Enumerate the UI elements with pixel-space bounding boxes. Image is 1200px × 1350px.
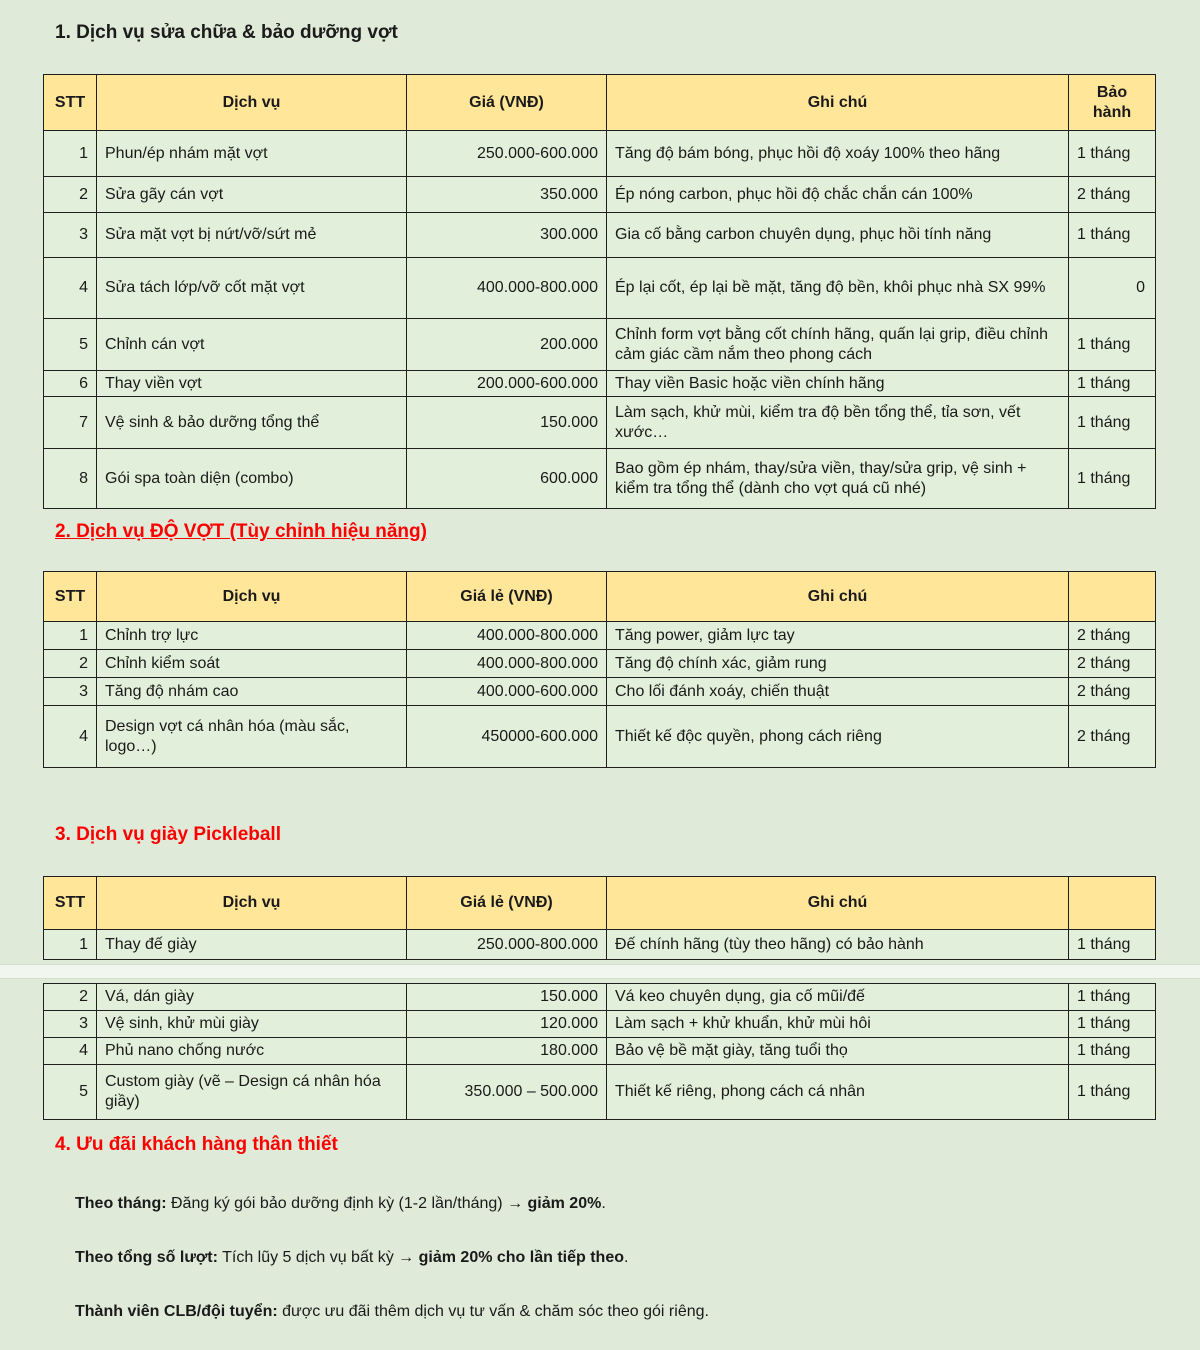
col-header-note: Ghi chú — [607, 572, 1069, 622]
cell-note: Thay viền Basic hoặc viền chính hãng — [607, 371, 1069, 397]
offer-body: được ưu đãi thêm dịch vụ tư vấn & chăm sóc theo gói riêng. — [277, 1303, 709, 1320]
cell-price: 180.000 — [407, 1038, 607, 1065]
cell-service: Vệ sinh, khử mùi giày — [97, 1011, 407, 1038]
table-row — [44, 930, 1156, 960]
cell-service: Tăng độ nhám cao — [97, 678, 407, 706]
col-header-warranty — [1069, 572, 1156, 622]
cell-warranty: 1 tháng — [1069, 131, 1156, 177]
col-header-service: Dịch vụ — [97, 877, 407, 930]
table-header-row — [44, 572, 1156, 622]
cell-stt: 5 — [44, 319, 97, 371]
cell-stt: 6 — [44, 371, 97, 397]
cell-note: Gia cố bằng carbon chuyên dụng, phục hồi tính năng — [607, 213, 1069, 258]
cell-warranty: 2 tháng — [1069, 177, 1156, 213]
table-row — [44, 1038, 1156, 1065]
cell-service: Chỉnh trợ lực — [97, 622, 407, 650]
repair-service-table — [43, 74, 1156, 509]
table-row — [44, 213, 1156, 258]
cell-price: 400.000-800.000 — [407, 258, 607, 319]
table-row — [44, 371, 1156, 397]
cell-warranty: 1 tháng — [1069, 371, 1156, 397]
col-header-stt: STT — [44, 75, 97, 131]
offer-item-loyalty — [75, 1248, 1200, 1268]
cell-warranty: 2 tháng — [1069, 706, 1156, 768]
cell-stt: 1 — [44, 930, 97, 960]
offer-item-monthly — [75, 1194, 1200, 1214]
cell-stt: 5 — [44, 1065, 97, 1120]
cell-price: 400.000-800.000 — [407, 650, 607, 678]
cell-price: 350.000 — [407, 177, 607, 213]
cell-price: 600.000 — [407, 449, 607, 509]
cell-stt: 1 — [44, 131, 97, 177]
cell-service: Chỉnh kiểm soát — [97, 650, 407, 678]
cell-stt: 3 — [44, 1011, 97, 1038]
cell-service: Phủ nano chống nước — [97, 1038, 407, 1065]
cell-note: Ép lại cốt, ép lại bề mặt, tăng độ bền, khôi phục nhà SX 99% — [607, 258, 1069, 319]
cell-note: Thiết kế riêng, phong cách cá nhân — [607, 1065, 1069, 1120]
cell-service: Thay đế giày — [97, 930, 407, 960]
offer-tail: . — [601, 1195, 606, 1212]
col-header-service: Dịch vụ — [97, 572, 407, 622]
offer-body: Đăng ký gói bảo dưỡng định kỳ (1-2 lần/tháng) → — [166, 1195, 528, 1212]
table-row — [44, 449, 1156, 509]
cell-warranty: 1 tháng — [1069, 397, 1156, 449]
cell-note: Đế chính hãng (tùy theo hãng) có bảo hành — [607, 930, 1069, 960]
cell-warranty: 1 tháng — [1069, 1038, 1156, 1065]
col-header-price: Giá lẻ (VNĐ) — [407, 877, 607, 930]
cell-stt: 4 — [44, 258, 97, 319]
cell-service: Custom giày (vẽ – Design cá nhân hóa giầy) — [97, 1065, 407, 1120]
cell-service: Vá, dán giày — [97, 984, 407, 1011]
section-3-title: 3. Dịch vụ giày Pickleball — [55, 824, 281, 845]
cell-note: Ép nóng carbon, phục hồi độ chắc chắn cán 100% — [607, 177, 1069, 213]
cell-note: Tăng độ chính xác, giảm rung — [607, 650, 1069, 678]
offer-item-club-member — [75, 1302, 1200, 1322]
cell-stt: 3 — [44, 678, 97, 706]
shoe-service-table-part2 — [43, 983, 1156, 1120]
table-row — [44, 1065, 1156, 1120]
cell-note: Bao gồm ép nhám, thay/sửa viền, thay/sửa grip, vệ sinh + kiểm tra tổng thể (dành cho vợt quá cũ nhé) — [607, 449, 1069, 509]
cell-note: Tăng độ bám bóng, phục hồi độ xoáy 100% theo hãng — [607, 131, 1069, 177]
col-header-stt: STT — [44, 572, 97, 622]
cell-warranty: 1 tháng — [1069, 930, 1156, 960]
cell-price: 450000-600.000 — [407, 706, 607, 768]
cell-price: 250.000-800.000 — [407, 930, 607, 960]
cell-note: Làm sạch, khử mùi, kiểm tra độ bền tổng thể, tỉa sơn, vết xước… — [607, 397, 1069, 449]
table-header-row — [44, 75, 1156, 131]
cell-stt: 8 — [44, 449, 97, 509]
table-row — [44, 650, 1156, 678]
cell-note: Thiết kế độc quyền, phong cách riêng — [607, 706, 1069, 768]
cell-service: Design vợt cá nhân hóa (màu sắc, logo…) — [97, 706, 407, 768]
cell-note: Bảo vệ bề mặt giày, tăng tuổi thọ — [607, 1038, 1069, 1065]
offer-lead: Theo tổng số lượt: — [75, 1249, 218, 1266]
cell-price: 150.000 — [407, 397, 607, 449]
cell-stt: 1 — [44, 622, 97, 650]
cell-service: Thay viền vợt — [97, 371, 407, 397]
cell-service: Vệ sinh & bảo dưỡng tổng thể — [97, 397, 407, 449]
cell-price: 150.000 — [407, 984, 607, 1011]
offer-body: Tích lũy 5 dịch vụ bất kỳ → — [217, 1249, 419, 1266]
cell-warranty: 2 tháng — [1069, 650, 1156, 678]
section-2-title: 2. Dịch vụ ĐỘ VỢT (Tùy chỉnh hiệu năng) — [55, 521, 427, 542]
cell-note: Tăng power, giảm lực tay — [607, 622, 1069, 650]
cell-service: Chỉnh cán vợt — [97, 319, 407, 371]
col-header-price: Giá (VNĐ) — [407, 75, 607, 131]
cell-warranty: 1 tháng — [1069, 984, 1156, 1011]
offer-highlight: giảm 20% cho lần tiếp theo — [418, 1249, 624, 1266]
offer-lead: Thành viên CLB/đội tuyển: — [75, 1303, 278, 1320]
cell-stt: 4 — [44, 706, 97, 768]
cell-stt: 7 — [44, 397, 97, 449]
table-header-row — [44, 877, 1156, 930]
table-row — [44, 131, 1156, 177]
table-row — [44, 984, 1156, 1011]
offer-lead: Theo tháng: — [75, 1195, 167, 1212]
cell-price: 120.000 — [407, 1011, 607, 1038]
cell-note: Cho lối đánh xoáy, chiến thuật — [607, 678, 1069, 706]
cell-price: 400.000-800.000 — [407, 622, 607, 650]
cell-service: Sửa gãy cán vợt — [97, 177, 407, 213]
cell-warranty: 2 tháng — [1069, 678, 1156, 706]
cell-warranty: 1 tháng — [1069, 449, 1156, 509]
table-row — [44, 177, 1156, 213]
table-row — [44, 678, 1156, 706]
col-header-service: Dịch vụ — [97, 75, 407, 131]
cell-price: 400.000-600.000 — [407, 678, 607, 706]
cell-stt: 2 — [44, 650, 97, 678]
cell-price: 350.000 – 500.000 — [407, 1065, 607, 1120]
offer-tail: . — [624, 1249, 629, 1266]
section-1-title: 1. Dịch vụ sửa chữa & bảo dưỡng vợt — [55, 22, 398, 43]
cell-service: Gói spa toàn diện (combo) — [97, 449, 407, 509]
cell-price: 200.000 — [407, 319, 607, 371]
col-header-note: Ghi chú — [607, 877, 1069, 930]
cell-note: Làm sạch + khử khuẩn, khử mùi hôi — [607, 1011, 1069, 1038]
cell-stt: 2 — [44, 984, 97, 1011]
page-break-band — [0, 964, 1200, 979]
table-row — [44, 397, 1156, 449]
col-header-note: Ghi chú — [607, 75, 1069, 131]
table-row — [44, 622, 1156, 650]
cell-note: Vá keo chuyên dụng, gia cố mũi/đế — [607, 984, 1069, 1011]
cell-warranty: 2 tháng — [1069, 622, 1156, 650]
cell-service: Sửa mặt vợt bị nứt/vỡ/sứt mẻ — [97, 213, 407, 258]
table-row — [44, 258, 1156, 319]
cell-warranty: 1 tháng — [1069, 213, 1156, 258]
table-row — [44, 706, 1156, 768]
cell-price: 300.000 — [407, 213, 607, 258]
shoe-service-table-part1 — [43, 876, 1156, 960]
customize-service-table — [43, 571, 1156, 768]
cell-stt: 2 — [44, 177, 97, 213]
cell-price: 250.000-600.000 — [407, 131, 607, 177]
col-header-warranty: Bảo hành — [1069, 75, 1156, 131]
cell-warranty: 1 tháng — [1069, 1065, 1156, 1120]
cell-warranty: 0 — [1069, 258, 1156, 319]
cell-warranty: 1 tháng — [1069, 1011, 1156, 1038]
cell-note: Chỉnh form vợt bằng cốt chính hãng, quấn lại grip, điều chỉnh cảm giác cầm nắm theo phong cách — [607, 319, 1069, 371]
offer-highlight: giảm 20% — [527, 1195, 602, 1212]
cell-stt: 4 — [44, 1038, 97, 1065]
cell-price: 200.000-600.000 — [407, 371, 607, 397]
cell-service: Phun/ép nhám mặt vợt — [97, 131, 407, 177]
table-row — [44, 319, 1156, 371]
cell-warranty: 1 tháng — [1069, 319, 1156, 371]
col-header-stt: STT — [44, 877, 97, 930]
section-4-title: 4. Ưu đãi khách hàng thân thiết — [55, 1134, 338, 1155]
table-row — [44, 1011, 1156, 1038]
col-header-warranty — [1069, 877, 1156, 930]
cell-stt: 3 — [44, 213, 97, 258]
cell-service: Sửa tách lớp/vỡ cốt mặt vợt — [97, 258, 407, 319]
col-header-price: Giá lẻ (VNĐ) — [407, 572, 607, 622]
